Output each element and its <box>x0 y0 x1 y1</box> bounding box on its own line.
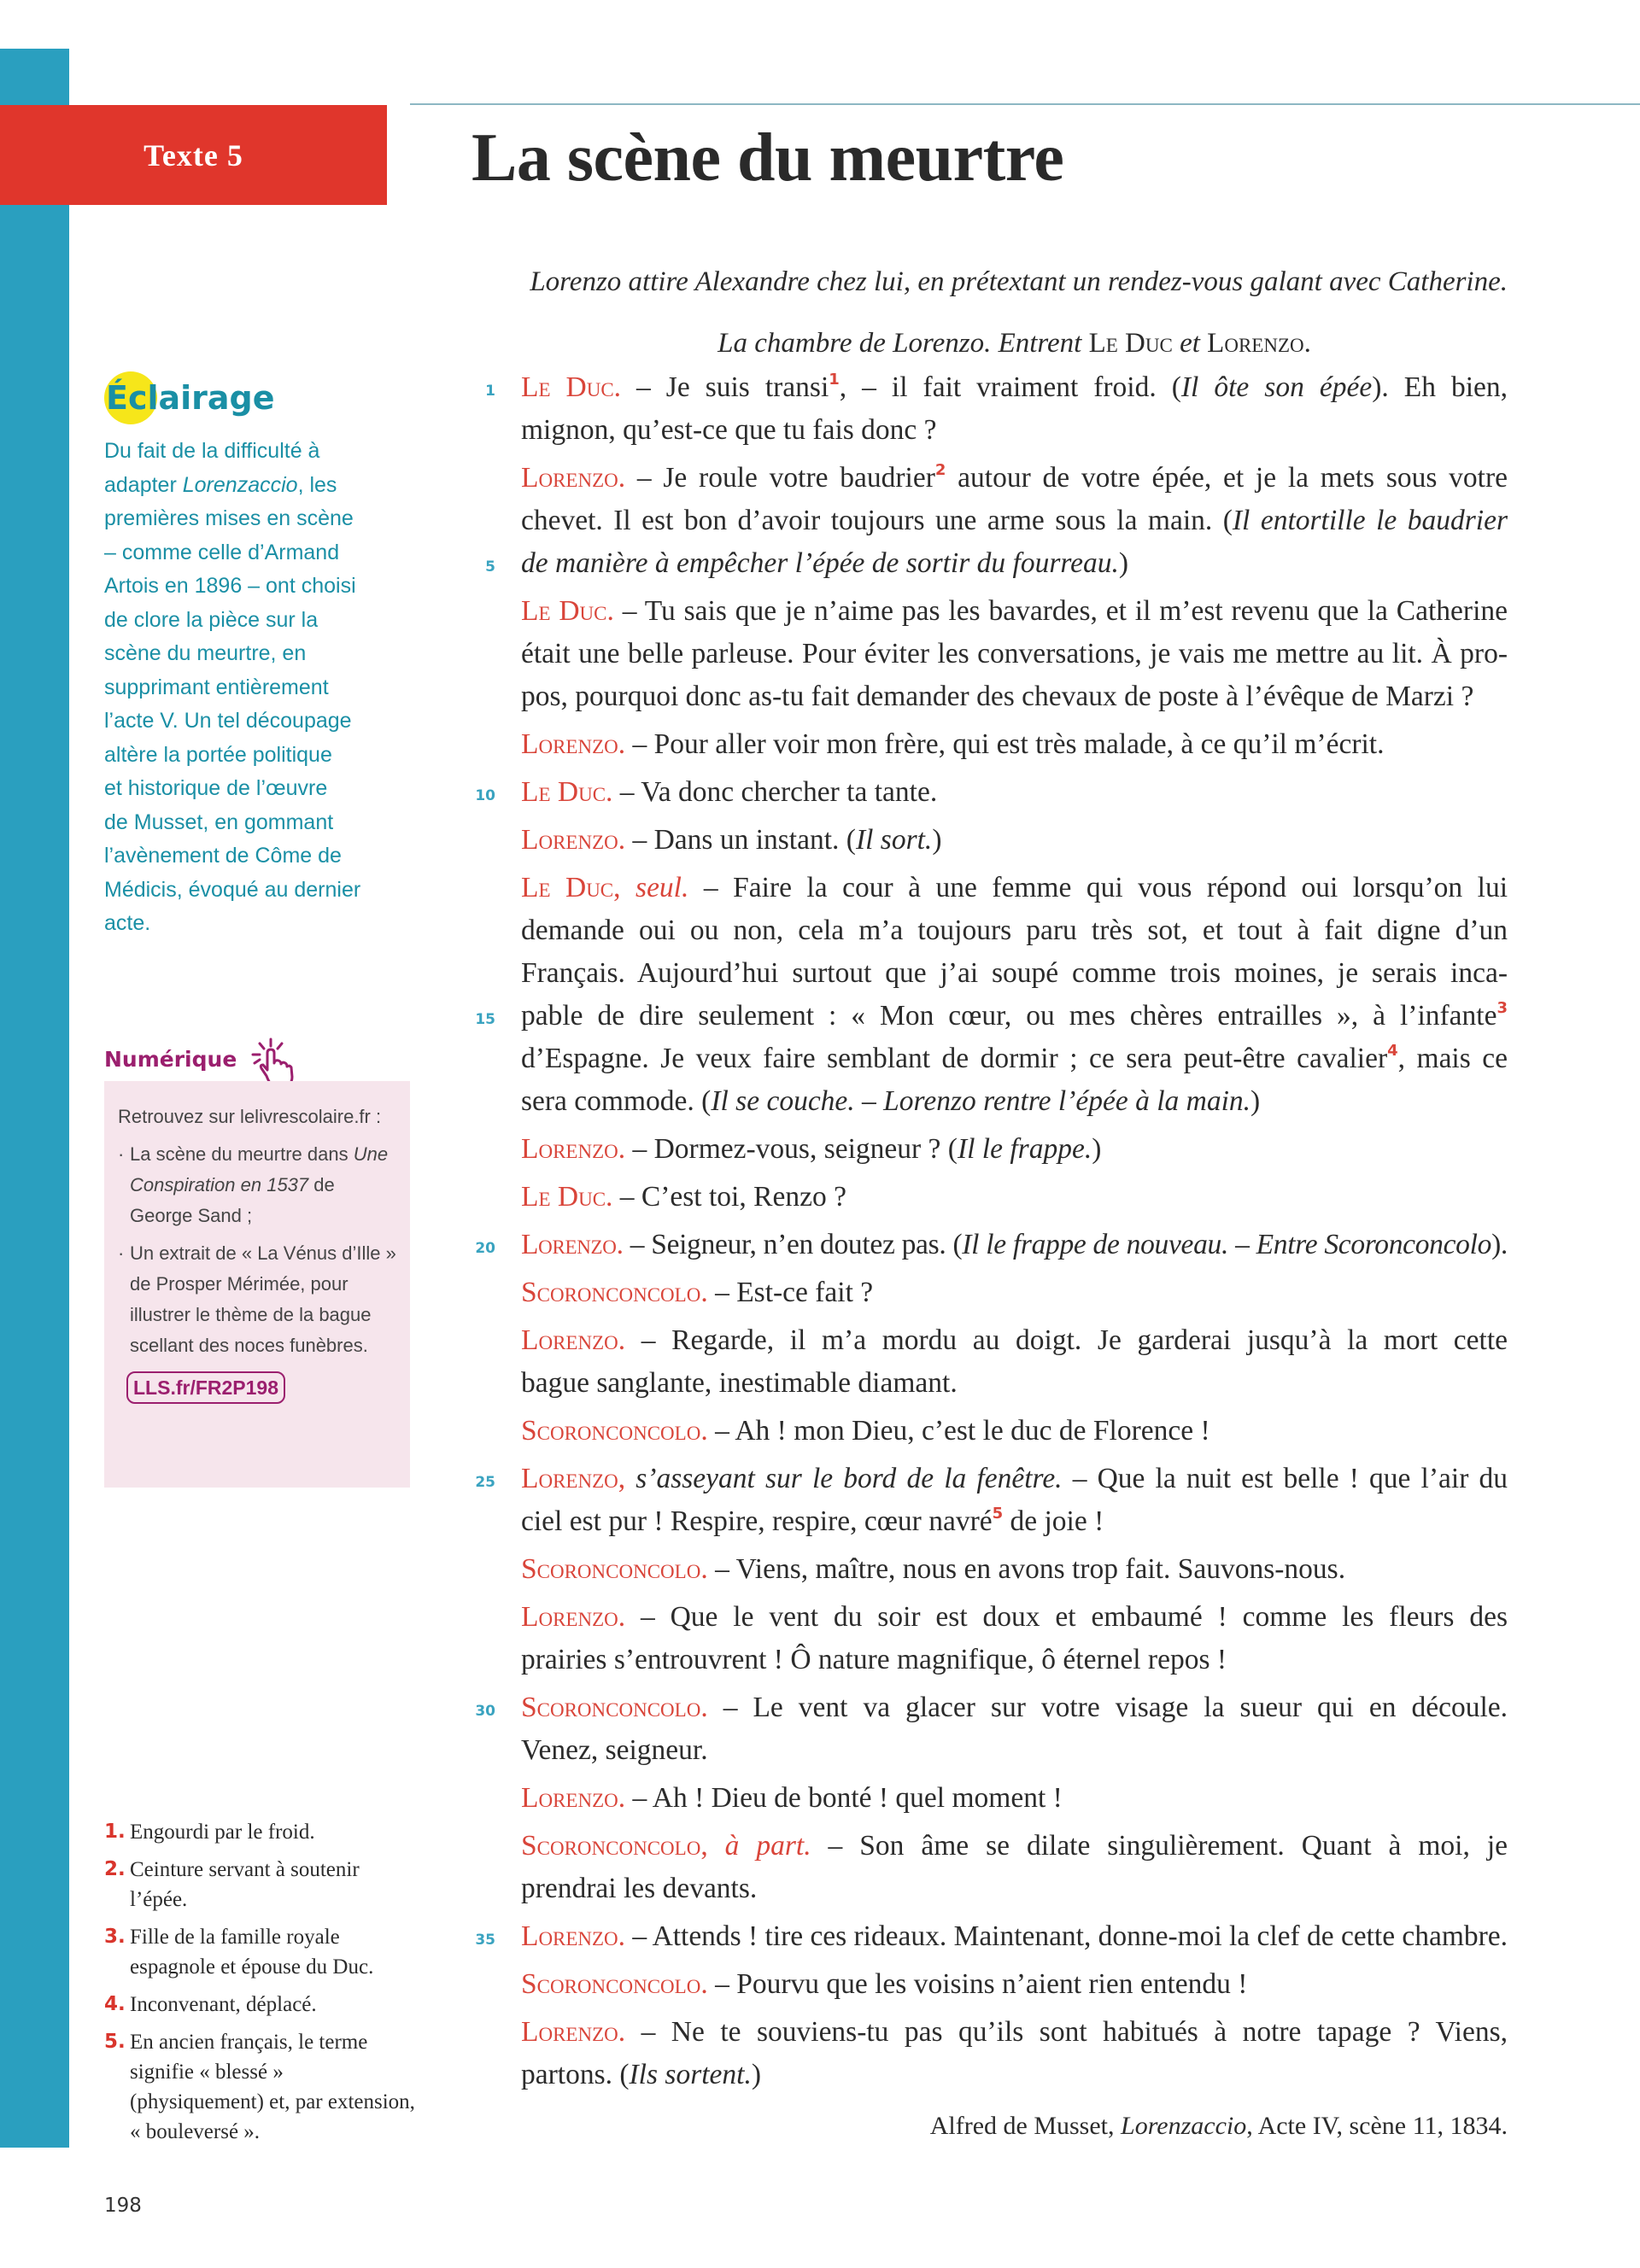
footnote-number: 3. <box>104 1926 126 1948</box>
text-line <box>521 1963 1508 2006</box>
footnote <box>104 1922 420 1982</box>
numerique-title: Numérique <box>104 1047 237 1072</box>
speaker-name: Le Duc, <box>521 872 636 903</box>
item-work: Une Conspiration en 1537 <box>130 1143 389 1195</box>
line-content <box>521 1128 1101 1171</box>
speaker-name: Lorenzo. <box>521 1782 626 1814</box>
dialogue-text: – Que le vent du soir est doux et embaumé ! comme les fleurs des <box>625 1601 1508 1633</box>
dialogue-text: prairies s’entrouvrent ! Ô nature magnifique, ô éternel repos ! <box>521 1644 1227 1675</box>
line-content <box>521 2054 761 2096</box>
footnote-number: 5. <box>104 2031 126 2053</box>
dialogue-text: – Dormez-vous, seigneur ? ( <box>625 1133 958 1165</box>
line-content <box>521 1500 1104 1543</box>
text-line <box>521 1271 1508 1314</box>
play-text <box>475 366 1508 2096</box>
eclairage-line: l’avènement de Côme de <box>104 844 342 868</box>
line-content <box>521 723 1384 766</box>
text-line <box>521 2054 1508 2096</box>
text-line <box>521 1362 1508 1405</box>
stage-direction-b: Le Duc <box>1088 328 1173 359</box>
text-line <box>521 1500 1508 1543</box>
line-content <box>521 1224 1508 1266</box>
text-line <box>521 500 1508 542</box>
eclairage-line: Du fait de la difficulté à <box>104 439 320 463</box>
eclairage-title: Éclairage <box>106 379 275 417</box>
dialogue-text: – Pourvu que les voisins n’aient rien entendu ! <box>707 1968 1248 2000</box>
stage-direction <box>521 326 1508 360</box>
line-content <box>521 633 1508 675</box>
page-title: La scène du meurtre <box>472 120 1064 196</box>
footnote <box>104 1855 420 1914</box>
dialogue-text: prendrai les devants. <box>521 1873 758 1904</box>
footnote-ref: 5 <box>992 1505 1004 1523</box>
footnote-ref: 2 <box>934 461 946 479</box>
dialogue-text: – C’est toi, Renzo ? <box>612 1181 846 1213</box>
speaker-name: Lorenzo. <box>521 824 626 856</box>
dialogue-text: ) <box>932 824 942 856</box>
dialogue-text: ) <box>1118 547 1129 579</box>
line-content <box>521 366 1508 409</box>
speaker-name: à part. <box>724 1830 811 1862</box>
stage-note: Il sort. <box>855 824 933 856</box>
text-line <box>475 771 1508 814</box>
dialogue-text: autour de votre épée, et je la mets sous votre <box>946 462 1508 494</box>
text-line <box>521 1596 1508 1639</box>
text-line <box>475 995 1508 1038</box>
dialogue-text: – Viens, maître, nous en avons trop fait. Sauvons-nous. <box>707 1553 1346 1585</box>
text-line <box>521 1777 1508 1820</box>
line-number: 35 <box>475 1932 495 1949</box>
text-label: Texte 5 <box>144 137 243 172</box>
text-line <box>485 542 1508 585</box>
speaker-name: Scoronconcolo. <box>521 1415 708 1447</box>
speaker-name: Le Duc. <box>521 595 614 627</box>
line-content <box>521 1038 1508 1080</box>
speaker-name: Le Duc. <box>521 371 622 403</box>
line-content <box>521 1362 958 1405</box>
numerique-item: · La scène du meurtre dans Une Conspiration en 1537 de George Sand ; <box>118 1143 389 1226</box>
page-number: 198 <box>104 2195 142 2217</box>
speaker-name: Lorenzo. <box>521 1324 626 1356</box>
dialogue-text: – Est-ce fait ? <box>707 1277 874 1308</box>
dialogue-text: demande oui ou non, cela m’a toujours paru très sot, et tout à fait digne d’un <box>521 915 1508 946</box>
line-content <box>521 1639 1227 1681</box>
text-line <box>521 1548 1508 1591</box>
line-content <box>521 1596 1508 1639</box>
eclairage-box <box>104 371 420 941</box>
footnote <box>104 2027 420 2147</box>
text-line <box>521 1825 1508 1868</box>
numerique-box <box>104 1081 410 1488</box>
text-line <box>521 1038 1508 1080</box>
source-attribution <box>930 2109 1508 2143</box>
dialogue-text: – Tu sais que je n’aime pas les bavardes, et il m’est revenu que la Catherine <box>613 595 1508 627</box>
line-number: 30 <box>475 1703 495 1720</box>
speaker-name: Lorenzo, <box>521 1463 636 1494</box>
dialogue-text: – Que la nuit est belle ! que l’air du <box>1062 1463 1508 1494</box>
dialogue-text: ) <box>1092 1133 1102 1165</box>
text-line <box>521 952 1508 995</box>
line-content <box>521 1548 1345 1591</box>
dialogue-text: – Pour aller voir mon frère, qui est très malade, à ce qu’il m’écrit. <box>625 728 1385 760</box>
dialogue-text: – Ah ! mon Dieu, c’est le duc de Florence ! <box>707 1415 1210 1447</box>
eclairage-line: altère la portée politique <box>104 742 332 767</box>
text-line <box>521 909 1508 952</box>
text-line <box>521 819 1508 862</box>
eclairage-line: – comme celle d’Armand <box>104 540 340 564</box>
text-line <box>521 409 1508 452</box>
speaker-name: seul. <box>636 872 689 903</box>
line-content <box>521 771 937 814</box>
dialogue-text: – Ah ! Dieu de bonté ! quel moment ! <box>625 1782 1063 1814</box>
speaker-name: Scoronconcolo. <box>521 1968 708 2000</box>
speaker-name: Scoronconcolo, <box>521 1830 725 1862</box>
eclairage-line <box>104 469 420 503</box>
speaker-name: Le Duc. <box>521 1181 613 1213</box>
line-content <box>521 1963 1247 2006</box>
stage-note: s’asseyant sur le bord de la fenêtre. <box>636 1463 1063 1494</box>
line-content <box>521 409 937 452</box>
footnote-text: Fille de la famille royale espagnole et épouse du Duc. <box>130 1926 374 1979</box>
footnote-text: Engourdi par le froid. <box>130 1821 315 1844</box>
dialogue-text: bague sanglante, inestimable diamant. <box>521 1367 958 1399</box>
dialogue-text: – Je roule votre baudrier <box>625 462 935 494</box>
speaker-name: Scoronconcolo. <box>521 1277 708 1308</box>
dialogue-text: – Ne te souviens-tu pas qu’ils sont habitués à notre tapage ? Viens, <box>625 2016 1508 2048</box>
line-number: 10 <box>475 787 495 804</box>
dialogue-text: était une belle parleuse. Pour éviter les conversations, je vais me mettre au lit. À pro- <box>521 638 1508 669</box>
footnote-text: En ancien français, le terme signifie « blessé » (physiquement) et, par extension, « bouleversé ». <box>130 2031 415 2143</box>
eclairage-line-part: , les <box>297 472 337 497</box>
speaker-name: Le Duc. <box>521 776 613 808</box>
eclairage-line: de clore la pièce sur la <box>104 607 319 632</box>
dialogue-text: – Le vent va glacer sur votre visage la sueur qui en découle. <box>707 1692 1508 1723</box>
dialogue-text: – Faire la cour à une femme qui vous répond oui lorsqu’on lui <box>688 872 1508 903</box>
dialogue-text: – Va donc chercher ta tante. <box>612 776 938 808</box>
line-content <box>521 995 1508 1038</box>
line-content <box>521 542 1128 585</box>
line-content <box>521 952 1508 995</box>
eclairage-line: Artois en 1896 – ont choisi <box>104 574 356 598</box>
eclairage-line: premières mises en scène <box>104 506 354 530</box>
eclairage-line: acte. <box>104 911 151 935</box>
line-number: 5 <box>485 558 495 576</box>
dialogue-text: sera commode. ( <box>521 1085 712 1117</box>
dialogue-text: Français. Aujourd’hui surtout que j’ai soupé comme trois moines, je serais inca- <box>521 957 1508 989</box>
line-content <box>521 2011 1508 2054</box>
footnote-ref: 4 <box>1387 1042 1398 1060</box>
dialogue-text: ciel est pur ! Respire, respire, cœur navré <box>521 1505 993 1537</box>
line-content <box>521 909 1508 952</box>
eclairage-line: Médicis, évoqué au dernier <box>104 877 361 902</box>
line-content <box>521 1729 708 1772</box>
footnote-ref: 3 <box>1496 999 1508 1017</box>
eclairage-line: de Musset, en gommant <box>104 810 334 834</box>
header-divider <box>410 103 1640 105</box>
attribution-rest: , Acte IV, scène 11, 1834. <box>1246 2112 1508 2140</box>
dialogue-text: Venez, seigneur. <box>521 1734 708 1766</box>
text-line <box>521 1410 1508 1453</box>
text-label-box <box>0 105 387 205</box>
text-line <box>521 1176 1508 1219</box>
speaker-name: Scoronconcolo. <box>521 1692 708 1723</box>
dialogue-text: – Son âme se dilate singulièrement. Quant à moi, je <box>811 1830 1508 1862</box>
stage-note: Il le frappe. <box>957 1133 1092 1165</box>
dialogue-text: partons. ( <box>521 2059 630 2090</box>
line-content <box>521 1868 757 1910</box>
text-line <box>475 1686 1508 1729</box>
text-line <box>521 867 1508 909</box>
stage-note: Ils sortent. <box>629 2059 752 2090</box>
stage-direction-d: Lorenzo. <box>1207 328 1311 359</box>
text-line <box>521 1639 1508 1681</box>
dialogue-text: – Je suis transi <box>621 371 829 403</box>
line-content <box>521 1176 846 1219</box>
line-content <box>521 1410 1210 1453</box>
footnote-number: 1. <box>104 1821 126 1843</box>
text-line <box>521 1868 1508 1910</box>
dialogue-text: d’Espagne. Je veux faire semblant de dormir ; ce sera peut-être cavalier <box>521 1043 1388 1074</box>
line-content <box>521 1080 1260 1123</box>
line-content <box>521 1915 1508 1958</box>
text-line <box>521 723 1508 766</box>
footnote-text: Ceinture servant à soutenir l’épée. <box>130 1858 360 1911</box>
speaker-name: Scoronconcolo. <box>521 1553 708 1585</box>
line-content <box>521 500 1508 542</box>
speaker-name: Lorenzo. <box>521 1229 624 1260</box>
text-line <box>521 1729 1508 1772</box>
line-content <box>521 1319 1508 1362</box>
line-content <box>521 457 1508 500</box>
line-number: 15 <box>475 1011 495 1028</box>
text-line <box>521 1080 1508 1123</box>
eclairage-text <box>104 435 420 941</box>
speaker-name: Lorenzo. <box>521 728 626 760</box>
line-content <box>521 1458 1508 1500</box>
dialogue-text: de joie ! <box>1003 1505 1104 1537</box>
numerique-intro: Retrouvez sur lelivrescolaire.fr : <box>118 1106 382 1127</box>
text-line <box>475 1915 1508 1958</box>
footnote-text: Inconvenant, déplacé. <box>130 1993 317 2016</box>
line-content <box>521 1777 1063 1820</box>
text-line <box>521 457 1508 500</box>
line-content <box>521 1825 1508 1868</box>
item-text: Un extrait de « La Vénus d’Ille » de Prosper Mérimée, pour illustrer le thème de la bague scellant des noces funèbres. <box>130 1242 396 1356</box>
dialogue-text: – Seigneur, n’en doutez pas. ( <box>623 1229 963 1260</box>
text-line <box>521 1128 1508 1171</box>
stage-note: de manière à empêcher l’épée de sortir du fourreau. <box>521 547 1119 579</box>
speaker-name: Lorenzo. <box>521 1133 626 1165</box>
stage-note: Il se couche. – Lorenzo rentre l’épée à la main. <box>711 1085 1251 1117</box>
line-content <box>521 1686 1508 1729</box>
dialogue-text: ) <box>751 2059 761 2090</box>
attribution-work: Lorenzaccio <box>1121 2112 1247 2140</box>
dialogue-text: – Regarde, il m’a mordu au doigt. Je garderai jusqu’à la mort cette <box>625 1324 1508 1356</box>
lls-link[interactable]: LLS.fr/FR2P198 <box>126 1371 285 1404</box>
numerique-item: · Un extrait de « La Vénus d’Ille » de Prosper Mérimée, pour illustrer le thème de la bague scellant des noces funèbres. <box>118 1238 398 1361</box>
dialogue-text: pable de dire seulement : « Mon cœur, ou mes chères entrailles », à l’infante <box>521 1000 1497 1032</box>
intro-text: Lorenzo attire Alexandre chez lui, en prétextant un rendez-vous galant avec Catherine. <box>530 266 1508 297</box>
text-line <box>475 1224 1508 1266</box>
line-content <box>521 675 1473 718</box>
eclairage-line-part: Lorenzaccio <box>182 472 298 497</box>
attribution-author: Alfred de Musset, <box>929 2112 1122 2140</box>
eclairage-line-part: adapter <box>104 472 183 497</box>
eclairage-line: scène du meurtre, en <box>104 641 307 665</box>
stage-note: Il entortille le baudrier <box>1232 505 1508 536</box>
footnote-ref: 1 <box>829 371 840 389</box>
side-color-bar <box>0 49 69 2148</box>
line-number: 20 <box>475 1240 495 1257</box>
line-content <box>521 590 1508 633</box>
speaker-name: Lorenzo. <box>521 1601 626 1633</box>
footnotes <box>104 1817 420 2154</box>
footnote-number: 2. <box>104 1858 126 1880</box>
footnote-number: 4. <box>104 1993 126 2015</box>
text-line <box>485 366 1508 409</box>
item-text: La scène du meurtre dans <box>130 1143 354 1165</box>
dialogue-text: – Attends ! tire ces rideaux. Maintenant, donne-moi la clef de cette chambre. <box>624 1920 1508 1952</box>
eclairage-line: l’acte V. Un tel découpage <box>104 709 352 733</box>
line-number: 25 <box>475 1474 495 1491</box>
item-text: de George Sand ; <box>130 1174 335 1226</box>
stage-direction-a: La chambre de Lorenzo. Entrent <box>718 328 1089 359</box>
line-content <box>521 1271 873 1314</box>
footnote <box>104 1817 420 1847</box>
footnote <box>104 1990 420 2020</box>
line-content <box>521 819 941 862</box>
dialogue-text: pos, pourquoi donc as-tu fait demander des chevaux de poste à l’évêque de Marzi ? <box>521 681 1474 712</box>
text-line <box>521 633 1508 675</box>
eclairage-line: supprimant entièrement <box>104 675 329 699</box>
text-line <box>521 675 1508 718</box>
eclairage-line: et historique de l’œuvre <box>104 776 328 800</box>
dialogue-text: ). <box>1491 1229 1508 1260</box>
speaker-name: Lorenzo. <box>521 1920 625 1952</box>
stage-direction-c: et <box>1172 328 1208 359</box>
stage-note: Il le frappe de nouveau. – Entre Scoronconcolo <box>962 1229 1492 1260</box>
line-content <box>521 867 1508 909</box>
dialogue-text: chevet. Il est bon d’avoir toujours une arme sous la main. ( <box>521 505 1233 536</box>
speaker-name: Lorenzo. <box>521 2016 626 2048</box>
dialogue-text: – Dans un instant. ( <box>625 824 856 856</box>
dialogue-text: mignon, qu’est-ce que tu fais donc ? <box>521 414 937 446</box>
speaker-name: Lorenzo. <box>521 462 626 494</box>
dialogue-text: , – il fait vraiment froid. ( <box>839 371 1181 403</box>
dialogue-text: ). Eh bien, <box>1372 371 1508 403</box>
text-line <box>521 2011 1508 2054</box>
stage-note: Il ôte son épée <box>1180 371 1373 403</box>
dialogue-text: , mais ce <box>1397 1043 1508 1074</box>
text-line <box>475 1458 1508 1500</box>
text-line <box>521 1319 1508 1362</box>
dialogue-text: ) <box>1250 1085 1261 1117</box>
text-line <box>521 590 1508 633</box>
line-number: 1 <box>485 383 495 400</box>
